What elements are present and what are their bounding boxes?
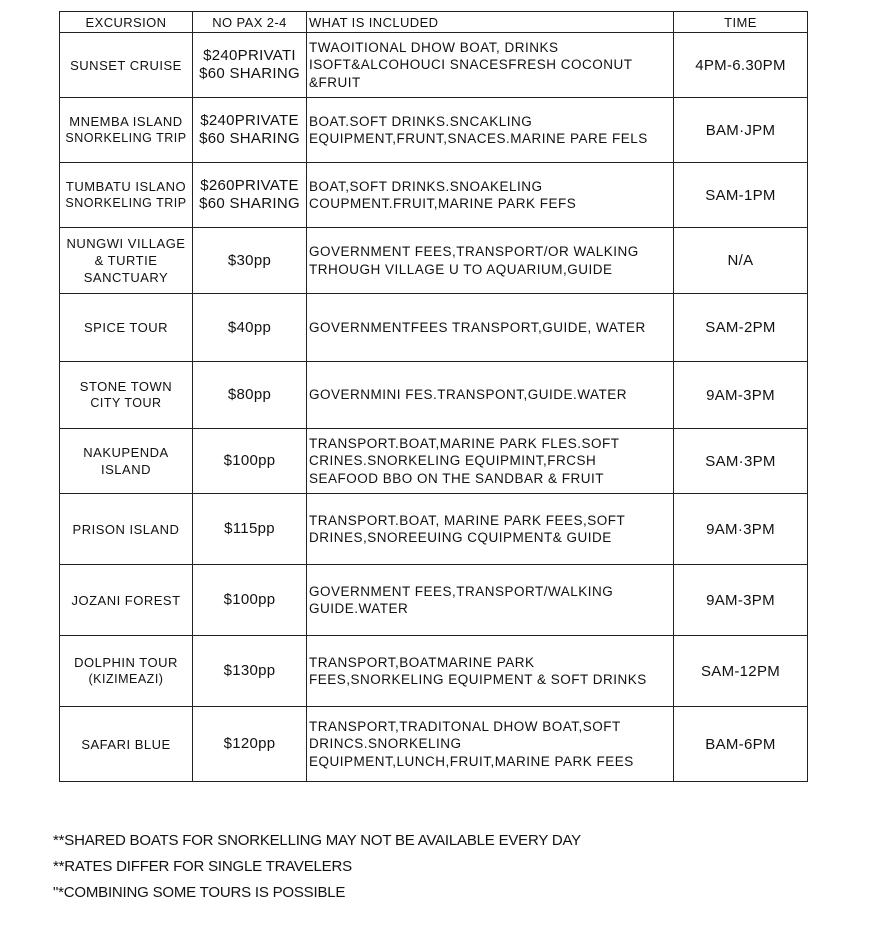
excursion-name-cell [60,494,193,565]
time-cell: 4PM-6.30PM [674,33,808,98]
price-per-person: $120pp [223,735,276,752]
excursion-name: TUMBATU ISLANO [65,179,187,194]
included-line: CRINES.SNORKELING EQUIPMINT,FRCSH [309,453,597,469]
included-cell [307,294,674,362]
header-time: TIME [674,12,808,33]
excursion-name-cell [60,565,193,636]
included-line: TRANSPORT.BOAT, MARINE PARK FEES,SOFT [309,512,626,528]
time-cell: SAM-12PM [674,636,808,707]
included-line: SEAFOOD BBO ON THE SANDBAR & FRUIT [309,470,605,486]
excursion-name-cell [60,33,193,98]
header-pax: NO PAX 2-4 [193,12,307,33]
included-line: FEES,SNORKELING EQUIPMENT & SOFT DRINKS [309,672,647,687]
table-row [60,565,808,636]
excursion-name-cell [60,429,193,494]
included-line: DRINES,SNOREEUING CQUIPMENT& GUIDE [309,530,612,545]
time-cell: SAM-2PM [674,294,808,362]
price-private: $240PRIVATI [203,47,296,64]
time-cell: N/A [674,228,808,294]
footnote-combining-tours: "*COMBINING SOME TOURS IS POSSIBLE [53,884,346,901]
price-cell [193,163,307,228]
price-cell [193,228,307,294]
price-per-person: $130pp [223,662,276,679]
time-cell: 9AM-3PM [674,565,808,636]
included-cell [307,636,674,707]
time-cell: SAM·3PM [674,429,808,494]
time-cell: BAM-6PM [674,707,808,782]
excursion-name: SPICE TOUR [84,320,168,335]
footnote-shared-boats: **SHARED BOATS FOR SNORKELLING MAY NOT BE AVAILABLE EVERY DAY [53,832,581,849]
included-line: TRANSPORT.BOAT,MARINE PARK FLES.SOFT [309,435,620,451]
included-line: DRINCS.SNORKELING [309,736,462,752]
price-cell [193,636,307,707]
price-cell [193,294,307,362]
included-line: TWAOITIONAL DHOW BOAT, DRINKS [309,39,559,55]
excursion-name: JOZANI FOREST [71,592,181,608]
included-line: TRHOUGH VILLAGE U TO AQUARIUM,GUIDE [309,261,613,277]
included-line: &FRUIT [309,74,361,90]
excursion-subname: ISLAND [101,462,151,477]
included-line: GOVERNMINI FES.TRANSPONT,GUIDE.WATER [309,387,628,403]
price-cell [193,362,307,429]
included-cell [307,494,674,565]
price-sharing: $60 SHARING [199,65,300,82]
excursion-subname: & TURTIE [94,253,158,268]
table-row [60,707,808,782]
table-row [60,429,808,494]
included-line: GUIDE.WATER [309,601,409,616]
excursion-name: MNEMBA ISLAND [69,114,183,129]
excursion-name-cell [60,163,193,228]
footnote-single-travelers: **RATES DIFFER FOR SINGLE TRAVELERS [53,858,352,875]
included-cell [307,33,674,98]
price-per-person: $80pp [227,386,272,403]
included-cell [307,429,674,494]
table-row [60,636,808,707]
price-cell [193,707,307,782]
excursion-subname: (KIZIMEAZI) [88,672,164,686]
table-row [60,98,808,163]
included-line: COUPMENT.FRUIT,MARINE PARK FEFS [309,196,577,211]
included-line: EQUIPMENT,FRUNT,SNACES.MARINE PARE FELS [309,131,648,146]
included-line: EQUIPMENT,LUNCH,FRUIT,MARINE PARK FEES [309,753,634,769]
price-sharing: $60 SHARING [199,130,300,147]
header-row [60,12,808,33]
table-row [60,163,808,228]
price-cell [193,98,307,163]
included-line: GOVERNMENT FEES,TRANSPORT/OR WALKING [309,244,639,259]
price-per-person: $115pp [224,520,275,537]
excursion-name: SUNSET CRUISE [70,57,182,73]
price-cell [193,565,307,636]
table-row [60,294,808,362]
included-cell [307,163,674,228]
excursion-name: NUNGWI VILLAGE [66,236,186,251]
table-row [60,494,808,565]
included-line: BOAT.SOFT DRINKS.SNCAKLING [309,113,533,129]
excursion-name-cell [60,636,193,707]
included-cell [307,565,674,636]
table-row [60,362,808,429]
excursion-name: PRISON ISLAND [72,521,180,537]
excursion-subname: SNORKELING TRIP [65,196,187,210]
price-sharing: $60 SHARING [199,195,300,212]
time-cell: BAM·JPM [674,98,808,163]
time-cell: SAM-1PM [674,163,808,228]
excursion-name-cell [60,98,193,163]
excursion-name-cell [60,228,193,294]
header-included: WHAT IS INCLUDED [307,12,674,33]
excursion-name: DOLPHIN TOUR [74,655,178,670]
included-cell [307,707,674,782]
included-cell [307,362,674,429]
excursion-name: SAFARI BLUE [81,736,171,752]
price-cell [193,429,307,494]
header-excursion: EXCURSION [60,12,193,33]
included-line: BOAT,SOFT DRINKS.SNOAKELING [309,178,543,194]
excursion-name: NAKUPENDA [83,445,169,460]
included-line: TRANSPORT,TRADITONAL DHOW BOAT,SOFT [309,718,621,734]
included-line: GOVERNMENT FEES,TRANSPORT/WALKING [309,583,614,599]
price-per-person: $100pp [223,452,276,469]
included-line: GOVERNMENTFEES TRANSPORT,GUIDE, WATER [309,319,646,335]
time-cell: 9AM·3PM [674,494,808,565]
excursion-subname: SANCTUARY [83,270,169,285]
included-line: TRANSPORT,BOATMARINE PARK [309,654,535,670]
price-per-person: $100pp [223,591,276,608]
footnotes [53,828,581,906]
included-cell [307,98,674,163]
time-cell: 9AM-3PM [674,362,808,429]
price-private: $240PRIVATE [200,112,299,129]
price-private: $260PRIVATE [200,177,299,194]
excursion-name: STONE TOWN [79,379,173,394]
table-row [60,228,808,294]
price-cell [193,33,307,98]
price-per-person: $30pp [227,251,272,269]
excursion-subname: SNORKELING TRIP [65,131,187,145]
price-per-person: $40pp [227,318,272,336]
excursions-table [59,11,808,782]
excursion-name-cell [60,707,193,782]
excursion-name-cell [60,362,193,429]
table-row [60,33,808,98]
excursion-subname: CITY TOUR [90,396,162,410]
included-cell [307,228,674,294]
excursion-name-cell [60,294,193,362]
price-cell [193,494,307,565]
included-line: ISOFT&ALCOHOUCI SNACESFRESH COCONUT [309,57,633,73]
